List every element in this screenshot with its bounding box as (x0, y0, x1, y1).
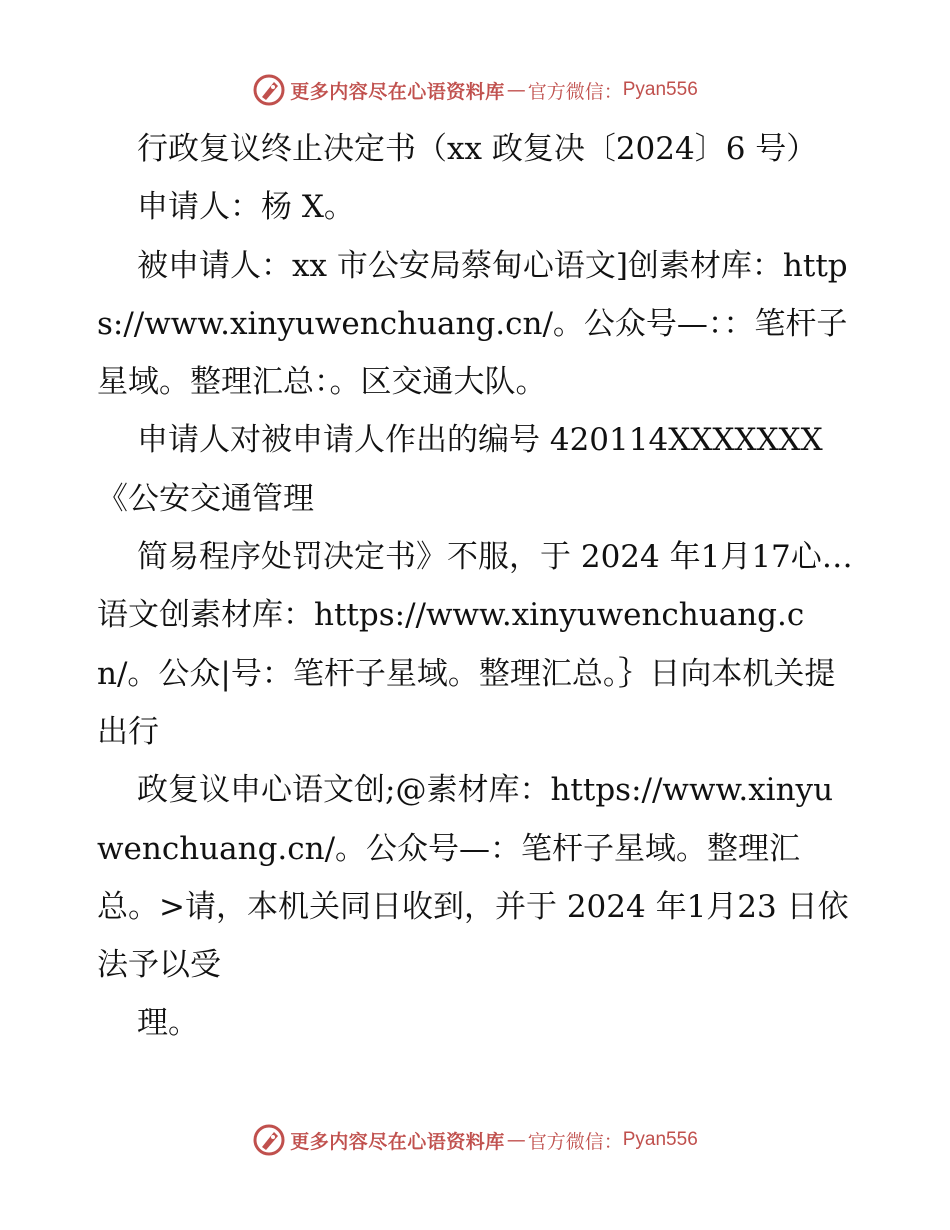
banner-wechat-label: 官方微信： (527, 80, 623, 103)
banner-separator: — (506, 79, 526, 101)
body-paragraph: 政复议申心语文创;@素材库：https://www.xinyuwenchuang.cn/。公众号—：笔杆子星域。整理汇总。>请，本机关同日收到，并于 2024 年1月23 日依法予以受 (97, 772, 849, 984)
banner-site-text: 更多内容尽在心语资料库 (290, 1130, 505, 1153)
pen-nib-seal-icon (252, 73, 286, 107)
applicant-paragraph: 申请人：杨 X。 (137, 189, 355, 226)
banner-wechat-id: Pyan556 (622, 1129, 698, 1150)
document-title-paragraph: 行政复议终止决定书（xx 政复决〔2024〕6 号） (137, 131, 818, 167)
body-paragraph: 申请人对被申请人作出的编号 420114XXXXXXX《公安交通管理 (97, 422, 823, 517)
banner-site-text: 更多内容尽在心语资料库 (290, 80, 505, 103)
banner-wechat-label: 官方微信： (527, 1130, 623, 1153)
document-body (97, 120, 857, 1053)
footer-watermark-banner (0, 1120, 950, 1160)
body-paragraph: 理。 (137, 1005, 199, 1042)
pen-nib-seal-icon (252, 1123, 286, 1157)
banner-wechat-id: Pyan556 (622, 79, 698, 100)
respondent-paragraph: 被申请人：xx 市公安局蔡甸心语文]创素材库：https://www.xinyuwenchuang.cn/。公众号—：：笔杆子星域。整理汇总：。区交通大队。 (97, 247, 848, 401)
body-paragraph: 简易程序处罚决定书》不服，于 2024 年1月17心…语文创素材库：https://www.xinyuwenchuang.cn/。公众|号：笔杆子星域。整理汇总。｝日向本机关提出行 (97, 539, 853, 750)
header-watermark-banner (0, 70, 950, 110)
banner-separator: — (506, 1129, 526, 1151)
